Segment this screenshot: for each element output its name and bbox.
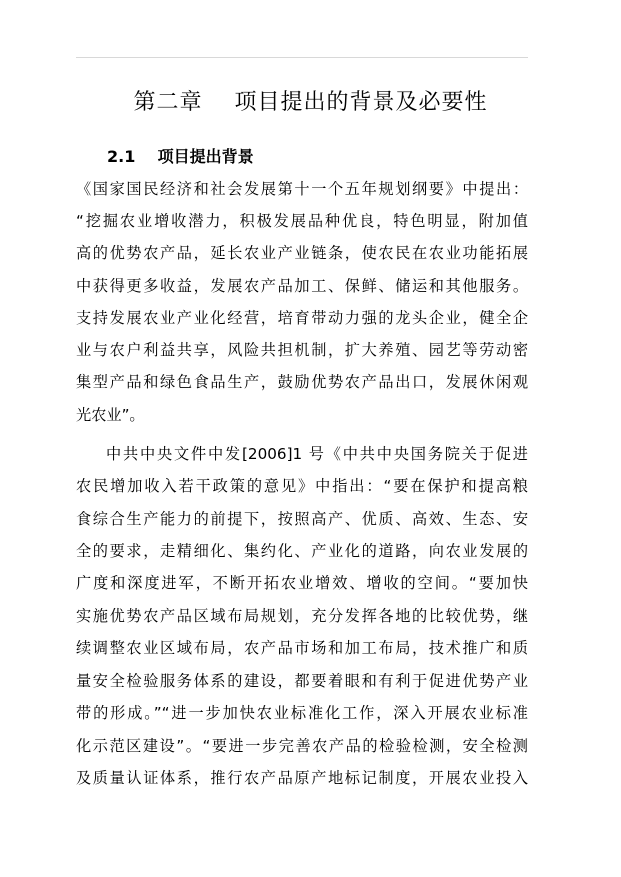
- paragraph-2-line: 化示范区建设”。“要进一步完善农产品的检验检测，安全检测: [76, 737, 528, 755]
- paragraph-1-line: 光农业”。: [76, 406, 145, 424]
- paragraph-1-line: 高的优势农产品，延长农业产业链条，使农民在农业功能拓展: [76, 244, 528, 262]
- paragraph-2-line: 实施优势农产品区域布局规划，充分发挥各地的比较优势，继: [76, 607, 528, 625]
- paragraph-1-line: 《国家国民经济和社会发展第十一个五年规划纲要》中提出：: [76, 180, 528, 198]
- paragraph-2-line: 及质量认证体系，推行农产品原产地标记制度，开展农业投入: [76, 769, 528, 787]
- paragraph-2-line: 带的形成。”“进一步加快农业标准化工作，深入开展农业标准: [76, 704, 528, 722]
- paragraph-2-line: 食综合生产能力的前提下，按照高产、优质、高效、生态、安: [76, 510, 528, 528]
- header-rule: [76, 57, 528, 58]
- paragraph-1-line: “挖掘农业增收潜力，积极发展品种优良，特色明显，附加值: [76, 212, 528, 230]
- paragraph-2-line: 农民增加收入若干政策的意见》中指出：“要在保护和提高粮: [76, 477, 528, 495]
- paragraph-1-line: 业与农户利益共享，风险共担机制，扩大养殖、园艺等劳动密: [76, 341, 528, 359]
- paragraph-2-line: 全的要求，走精细化、集约化、产业化的道路，向农业发展的: [76, 542, 528, 560]
- paragraph-1-line: 支持发展农业产业化经营，培育带动力强的龙头企业，健全企: [76, 309, 528, 327]
- section-heading: 2.1 项目提出背景: [107, 147, 254, 166]
- paragraph-2-line: 广度和深度进军，不断开拓农业增效、增收的空间。“要加快: [76, 574, 528, 592]
- chapter-title: 第二章 项目提出的背景及必要性: [133, 90, 488, 115]
- paragraph-2-line: 量安全检验服务体系的建设，都要着眼和有利于促进优势产业: [76, 672, 528, 690]
- paragraph-2-line: 续调整农业区域布局，农产品市场和加工布局，技术推广和质: [76, 639, 528, 657]
- paragraph-2-line: 中共中央文件中发[2006]1 号《中共中央国务院关于促进: [106, 445, 528, 463]
- paragraph-1-line: 中获得更多收益，发展农产品加工、保鲜、储运和其他服务。: [76, 277, 528, 295]
- paragraph-1-line: 集型产品和绿色食品生产，鼓励优势农产品出口，发展休闲观: [76, 373, 528, 391]
